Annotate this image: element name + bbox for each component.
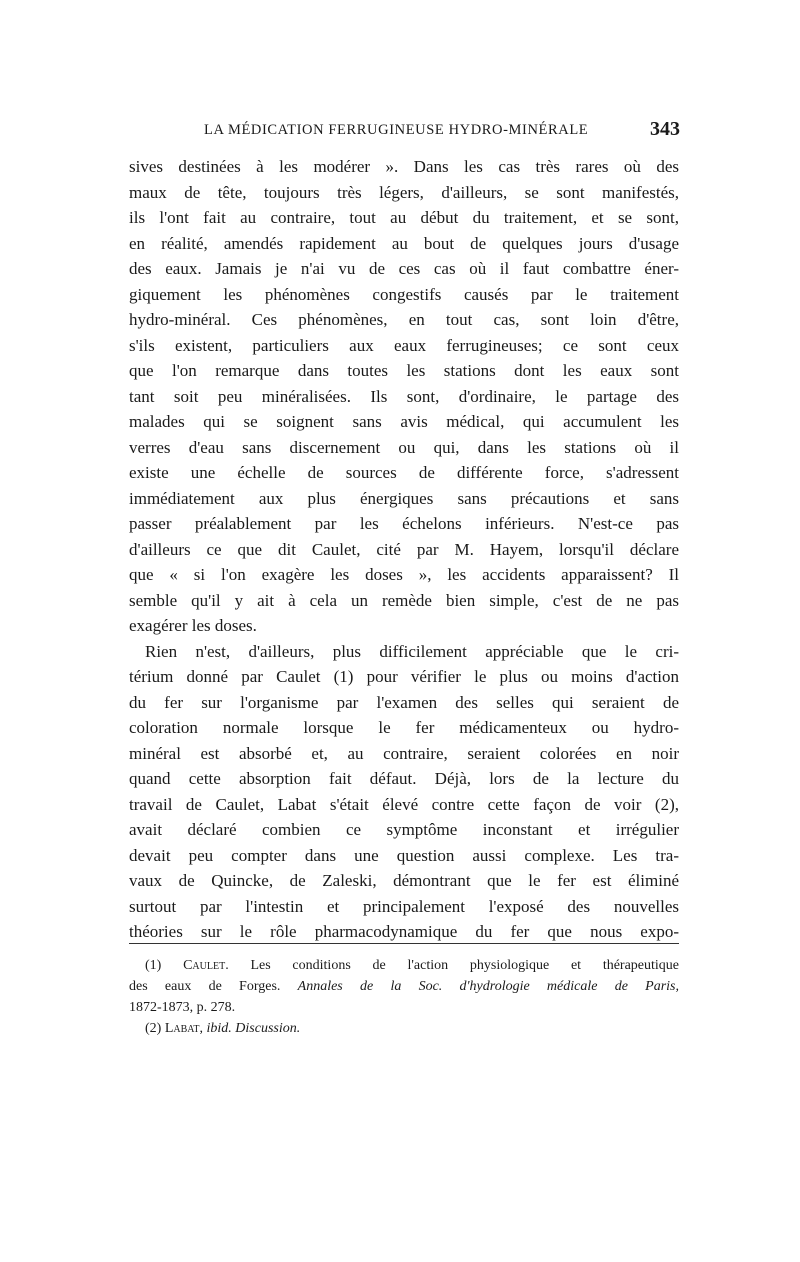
footnote-1-text: des eaux de Forges. xyxy=(129,979,281,994)
page-number: 343 xyxy=(650,118,680,140)
text-line: en réalité, amendés rapidement au bout de quelques jours d'usage xyxy=(129,233,679,253)
footnote-1-line: 1872-1873, p. 278. xyxy=(129,1000,236,1015)
text-line: immédiatement aux plus énergiques sans précautions et sans xyxy=(129,488,679,508)
footnote-2-line xyxy=(129,1018,679,1039)
text-line: que l'on remarque dans toutes les stations dont les eaux sont xyxy=(129,361,679,380)
text-line: avait déclaré combien ce symptôme inconstant et irrégulier xyxy=(129,820,679,839)
text-line: térium donné par Caulet (1) pour vérifier le plus ou moins d'action xyxy=(129,667,679,686)
footnote-1-journal: Annales de la Soc. d'hydrologie médicale de Paris, xyxy=(297,979,680,994)
footnote-1-marker: (1) xyxy=(145,958,162,973)
text-line: vaux de Quincke, de Zaleski, démontrant que le fer est éliminé xyxy=(129,871,679,890)
text-line: passer préalablement par les échelons inférieurs. N'est-ce pas xyxy=(129,514,679,533)
text-line: giquement les phénomènes congestifs causés par le traitement xyxy=(129,284,679,304)
footnote-1-author: Caulet xyxy=(183,958,226,973)
text-line: travail de Caulet, Labat s'était élevé contre cette façon de voir (2), xyxy=(129,794,679,814)
text-line: surtout par l'intestin et principalement l'exposé des nouvelles xyxy=(129,896,679,916)
text-line: verres d'eau sans discernement ou qui, dans les stations où il xyxy=(129,437,679,457)
text-line: d'ailleurs ce que dit Caulet, cité par M. Hayem, lorsqu'il déclare xyxy=(129,539,679,559)
text-line: maux de tête, toujours très légers, d'ailleurs, se sont manifestés, xyxy=(129,182,679,202)
text-line: du fer sur l'organisme par l'examen des selles qui seraient de xyxy=(129,692,679,712)
footnote-2-sep: , xyxy=(199,1021,203,1036)
footnote-1-line xyxy=(129,976,679,997)
footnote-1-text: . Les conditions de l'action physiologique et thérapeutique xyxy=(225,958,680,973)
text-line: des eaux. Jamais je n'ai vu de ces cas où il faut combattre éner- xyxy=(129,259,679,278)
text-line: existe une échelle de sources de différente force, s'adressent xyxy=(129,463,679,482)
text-line: hydro-minéral. Ces phénomènes, en tout cas, sont loin d'être, xyxy=(129,310,679,329)
text-line: quand cette absorption fait défaut. Déjà, lors de la lecture du xyxy=(129,769,679,788)
text-line: tant soit peu minéralisées. Ils sont, d'ordinaire, le partage des xyxy=(129,386,679,406)
text-line: minéral est absorbé et, au contraire, seraient colorées en noir xyxy=(129,743,679,763)
text-line: s'ils existent, particuliers aux eaux ferrugineuses; ce sont ceux xyxy=(129,335,679,355)
footnote-1-line xyxy=(129,955,679,976)
text-line: exagérer les doses. xyxy=(129,616,257,635)
text-line: semble qu'il y ait à cela un remède bien simple, c'est de ne pas xyxy=(129,590,679,610)
text-line: devait peu compter dans une question aussi complexe. Les tra- xyxy=(129,845,679,865)
footnote-2-author: Labat xyxy=(164,1021,200,1036)
text-line: coloration normale lorsque le fer médicamenteux ou hydro- xyxy=(129,718,679,737)
text-line: sives destinées à les modérer ». Dans les cas très rares où des xyxy=(129,157,679,176)
footnote-2-marker: (2) xyxy=(145,1021,162,1036)
text-line: ils l'ont fait au contraire, tout au début du traitement, et se sont, xyxy=(129,208,679,227)
text-line: Rien n'est, d'ailleurs, plus difficilement appréciable que le cri- xyxy=(145,641,679,661)
footnotes xyxy=(129,955,679,1039)
footnote-divider xyxy=(129,943,679,944)
running-head: LA MÉDICATION FERRUGINEUSE HYDRO-MINÉRALE xyxy=(204,122,589,138)
footnote-2-ref: ibid. Discussion. xyxy=(206,1021,301,1036)
page-header xyxy=(120,118,680,146)
text-line: malades qui se soignent sans avis médical, qui accumulent les xyxy=(129,412,679,431)
text-line: que « si l'on exagère les doses », les accidents apparaissent? Il xyxy=(129,565,679,584)
body-text xyxy=(129,154,679,945)
text-line: théories sur le rôle pharmacodynamique du fer que nous expo- xyxy=(129,922,679,941)
